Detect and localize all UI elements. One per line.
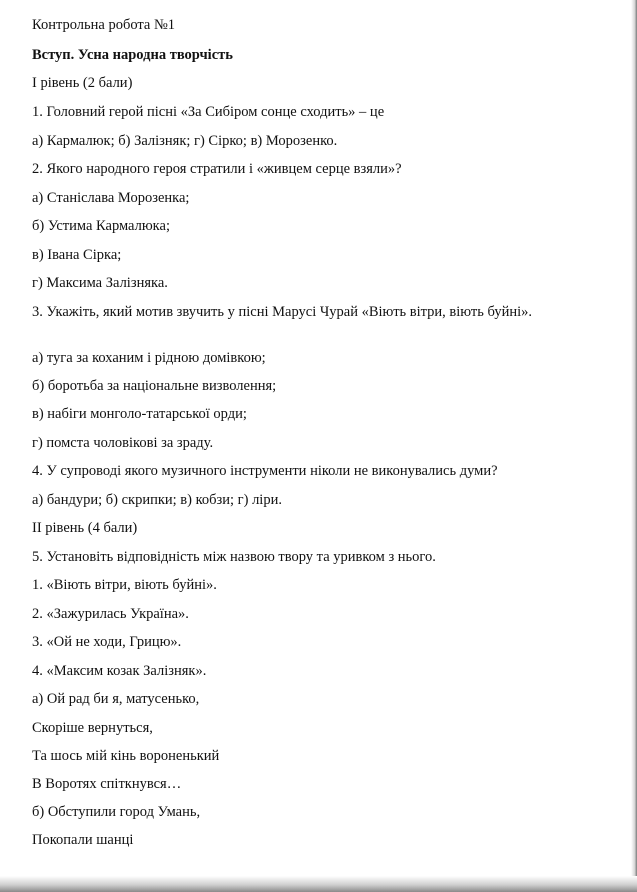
excerpt-a-line-2: Скоріше вернуться,: [32, 720, 153, 736]
question-3-option-c: в) набіги монголо-татарської орди;: [32, 406, 247, 422]
page-edge-shadow-bottom: [0, 876, 637, 892]
level-one-heading: І рівень (2 бали): [32, 75, 133, 91]
page-edge-shadow-right: [631, 0, 637, 892]
question-5-item-1: 1. «Віють вітри, віють буйні».: [32, 577, 217, 593]
question-5-item-4: 4. «Максим козак Залізняк».: [32, 663, 207, 679]
excerpt-a-line-3: Та шось мій кінь вороненький: [32, 748, 220, 764]
document-title: Контрольна робота №1: [32, 17, 176, 33]
question-5-item-2: 2. «Зажурилась Україна».: [32, 606, 189, 622]
question-2: 2. Якого народного героя стратили і «живцем серце взяли»?: [32, 161, 402, 177]
question-1-options: а) Кармалюк; б) Залізняк; г) Сірко; в) Морозенко.: [32, 133, 338, 149]
question-2-option-d: г) Максима Залізняка.: [32, 275, 168, 291]
question-3-option-d: г) помста чоловікові за зраду.: [32, 435, 214, 451]
question-2-option-c: в) Івана Сірка;: [32, 247, 122, 263]
question-2-option-a: а) Станіслава Морозенка;: [32, 190, 190, 206]
excerpt-a-line-4: В Воротях спіткнувся…: [32, 776, 182, 792]
level-two-heading: ІІ рівень (4 бали): [32, 520, 138, 536]
section-heading: Вступ. Усна народна творчість: [32, 47, 233, 63]
question-4-options: а) бандури; б) скрипки; в) кобзи; г) ліри.: [32, 492, 282, 508]
question-4: 4. У супроводі якого музичного інструменти ніколи не виконувались думи?: [32, 463, 498, 479]
question-2-option-b: б) Устима Кармалюка;: [32, 218, 170, 234]
question-3: 3. Укажіть, який мотив звучить у пісні Марусі Чурай «Віють вітри, віють буйні».: [32, 304, 533, 320]
question-3-option-b: б) боротьба за національне визволення;: [32, 378, 277, 394]
excerpt-b-line-2: Покопали шанці: [32, 832, 134, 848]
excerpt-b-line-1: б) Обступили город Умань,: [32, 804, 201, 820]
question-1: 1. Головний герой пісні «За Сибіром сонце сходить» – це: [32, 104, 385, 120]
question-5-item-3: 3. «Ой не ходи, Грицю».: [32, 634, 182, 650]
question-3-option-a: а) туга за коханим і рідною домівкою;: [32, 350, 266, 366]
question-5: 5. Установіть відповідність між назвою твору та уривком з нього.: [32, 549, 436, 565]
excerpt-a-line-1: а) Ой рад би я, матусенько,: [32, 691, 200, 707]
